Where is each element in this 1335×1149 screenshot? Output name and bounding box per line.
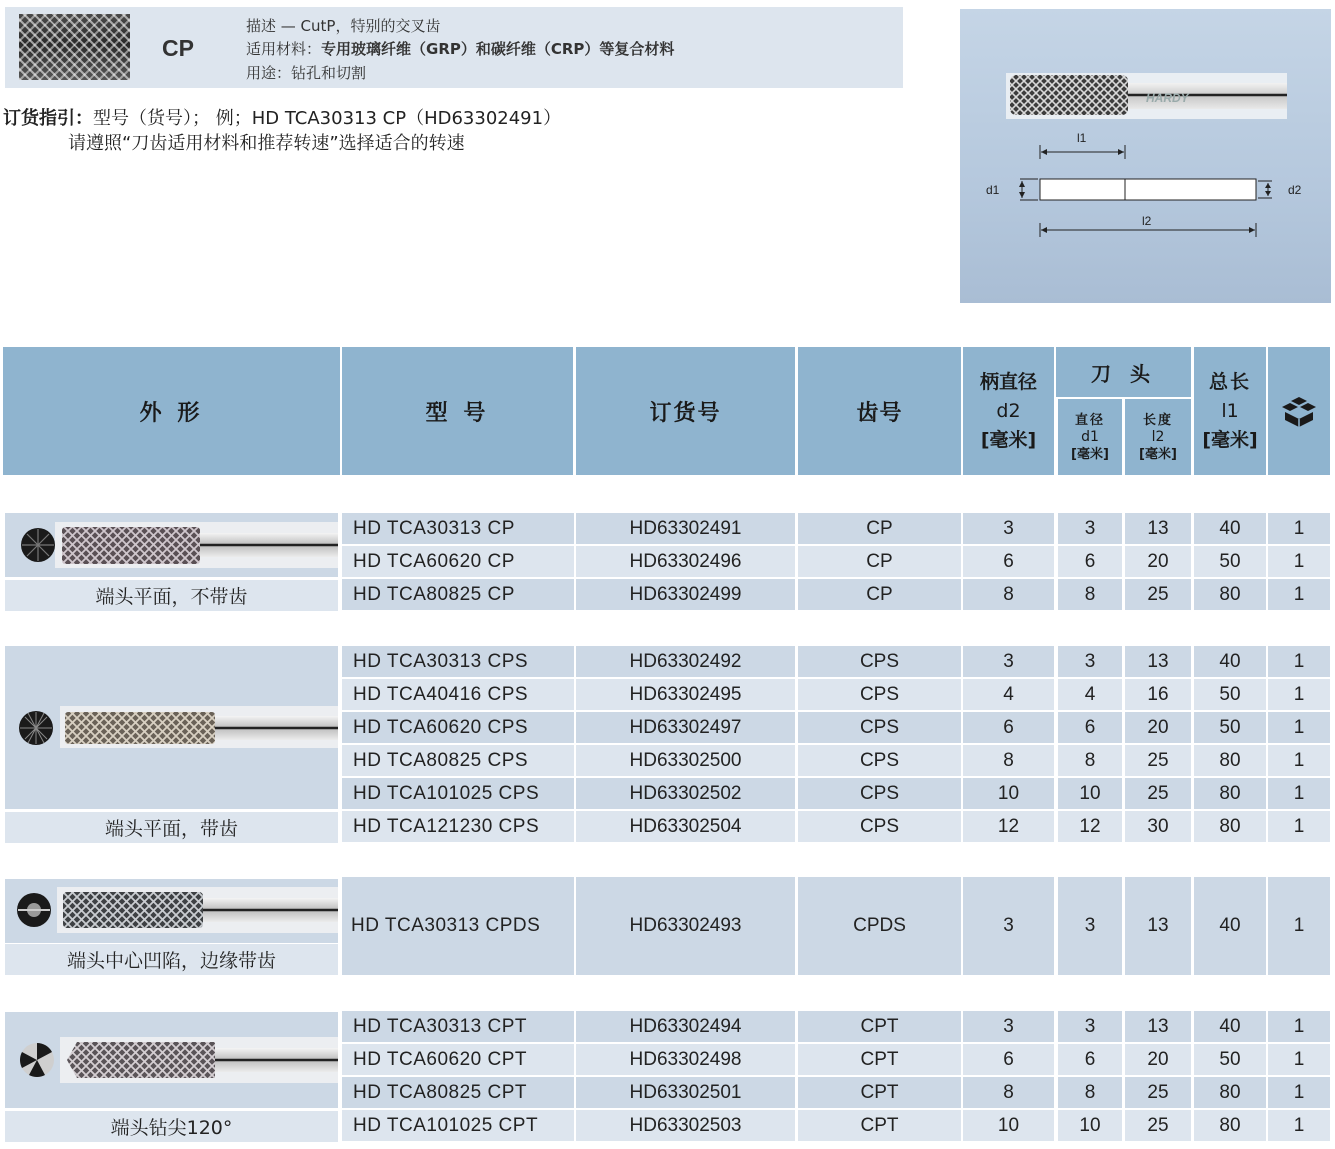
head-length-cell: 20 [1125, 546, 1191, 577]
tooth-code-cell: CPT [798, 1077, 961, 1108]
order-number-cell: HD63302502 [576, 778, 795, 809]
head-diameter-cell: 6 [1058, 1044, 1122, 1075]
shank-diameter-cell: 3 [963, 1011, 1054, 1042]
tooth-code-cell: CPS [798, 811, 961, 842]
dim-label-l2: l2 [1142, 214, 1152, 228]
order-number-cell: HD63302501 [576, 1077, 795, 1108]
header-total-length [1194, 347, 1266, 475]
head-diameter-cell: 4 [1058, 679, 1122, 710]
package-boxes-icon [1280, 393, 1318, 429]
tooth-code-cell: CPS [798, 745, 961, 776]
total-length-cell: 40 [1194, 646, 1266, 677]
header-model: 型 号 [342, 347, 573, 475]
head-length-cell: 25 [1125, 745, 1191, 776]
shank-diameter-cell: 6 [963, 712, 1054, 743]
total-length-cell: 80 [1194, 811, 1266, 842]
tooth-code-cell: CPT [798, 1044, 961, 1075]
package-qty-cell: 1 [1268, 1077, 1330, 1108]
total-length-cell: 80 [1194, 1077, 1266, 1108]
shape-caption-2: 端头平面，带齿 [5, 812, 338, 843]
tooth-code-cell: CPS [798, 712, 961, 743]
shank-diameter-cell: 8 [963, 745, 1054, 776]
shape-caption-4: 端头钻尖120° [5, 1111, 338, 1142]
product-description: 描述 — CutP，特别的交叉齿 [246, 17, 441, 35]
package-qty-cell: 1 [1268, 877, 1330, 975]
tool-image-flat-with-teeth [5, 646, 338, 809]
shank-diameter-cell: 8 [963, 1077, 1054, 1108]
header-shank-title: 柄直径 [979, 370, 1037, 393]
order-number-cell: HD63302491 [576, 513, 795, 544]
header-head-diameter-title: 直径 [1074, 412, 1105, 428]
total-length-cell: 40 [1194, 877, 1266, 975]
total-length-cell: 80 [1194, 579, 1266, 610]
order-number-cell: HD63302496 [576, 546, 795, 577]
head-diameter-cell: 6 [1058, 712, 1122, 743]
model-cell: HD TCA101025 CPT [342, 1110, 574, 1141]
dim-label-l1: l1 [1077, 131, 1087, 145]
header-head-diameter-symbol: d1 [1081, 428, 1099, 445]
shank-diameter-cell: 3 [963, 877, 1054, 975]
package-qty-cell: 1 [1268, 679, 1330, 710]
shank-diameter-cell: 4 [963, 679, 1054, 710]
model-cell: HD TCA80825 CPS [342, 745, 574, 776]
tooth-code-cell: CPS [798, 778, 961, 809]
model-cell: HD TCA30313 CPT [342, 1011, 574, 1042]
head-length-cell: 25 [1125, 579, 1191, 610]
head-diameter-cell: 12 [1058, 811, 1122, 842]
tooth-code-cell: CP [798, 546, 961, 577]
package-qty-cell: 1 [1268, 546, 1330, 577]
model-cell: HD TCA60620 CPT [342, 1044, 574, 1075]
package-qty-cell: 1 [1268, 712, 1330, 743]
materials-label: 适用材料： [246, 40, 322, 58]
tool-image-recessed-center [5, 879, 338, 943]
order-guide-text: 型号（货号）； 例；HD TCA30313 CP（HD63302491） [93, 108, 562, 129]
shape-image-box-1 [5, 513, 338, 577]
package-qty-cell: 1 [1268, 745, 1330, 776]
dim-label-d1: d1 [986, 183, 1000, 197]
order-number-cell: HD63302492 [576, 646, 795, 677]
package-qty-cell: 1 [1268, 811, 1330, 842]
model-cell: HD TCA80825 CP [342, 579, 574, 610]
shank-diameter-cell: 12 [963, 811, 1054, 842]
header-shank-unit: [毫米] [980, 428, 1037, 451]
head-diameter-cell: 8 [1058, 1077, 1122, 1108]
tool-image-drill-point [5, 1012, 338, 1108]
header-order-no: 订货号 [576, 347, 795, 475]
tooth-code-cell: CP [798, 513, 961, 544]
header-total-symbol: l1 [1221, 399, 1239, 422]
product-code: CP [162, 35, 194, 61]
shank-diameter-cell: 8 [963, 579, 1054, 610]
total-length-cell: 50 [1194, 712, 1266, 743]
head-length-cell: 20 [1125, 1044, 1191, 1075]
package-qty-cell: 1 [1268, 513, 1330, 544]
model-cell: HD TCA40416 CPS [342, 679, 574, 710]
order-guide-note: 请遵照“刀齿适用材料和推荐转速”选择适合的转速 [68, 133, 465, 154]
head-length-cell: 13 [1125, 513, 1191, 544]
model-cell: HD TCA60620 CPS [342, 712, 574, 743]
head-diameter-cell: 10 [1058, 778, 1122, 809]
shank-diameter-cell: 6 [963, 1044, 1054, 1075]
dim-label-d2: d2 [1288, 183, 1302, 197]
head-length-cell: 16 [1125, 679, 1191, 710]
tooth-code-cell: CPDS [798, 877, 961, 975]
package-qty-cell: 1 [1268, 1110, 1330, 1141]
package-qty-cell: 1 [1268, 1011, 1330, 1042]
total-length-cell: 50 [1194, 1044, 1266, 1075]
header-shank-diameter [963, 347, 1054, 475]
total-length-cell: 50 [1194, 679, 1266, 710]
shape-image-box-3 [5, 879, 338, 943]
total-length-cell: 80 [1194, 1110, 1266, 1141]
shank-diameter-cell: 3 [963, 513, 1054, 544]
order-number-cell: HD63302504 [576, 811, 795, 842]
header-shape: 外 形 [3, 347, 340, 475]
model-cell: HD TCA80825 CPT [342, 1077, 574, 1108]
order-number-cell: HD63302503 [576, 1110, 795, 1141]
package-qty-cell: 1 [1268, 646, 1330, 677]
package-qty-cell: 1 [1268, 579, 1330, 610]
tooth-code-cell: CP [798, 579, 961, 610]
header-head-length-unit: [毫米] [1139, 446, 1177, 462]
header-total-title: 总长 [1208, 370, 1251, 393]
package-qty-cell: 1 [1268, 778, 1330, 809]
package-qty-cell: 1 [1268, 1044, 1330, 1075]
total-length-cell: 40 [1194, 513, 1266, 544]
tooth-code-cell: CPS [798, 646, 961, 677]
header-tooth: 齿号 [798, 347, 961, 475]
model-cell: HD TCA121230 CPS [342, 811, 574, 842]
header-shank-symbol: d2 [996, 399, 1021, 422]
order-number-cell: HD63302498 [576, 1044, 795, 1075]
head-length-cell: 13 [1125, 877, 1191, 975]
shank-diameter-cell: 10 [963, 1110, 1054, 1141]
tooth-code-cell: CPS [798, 679, 961, 710]
shape-caption-3: 端头中心凹陷，边缘带齿 [5, 944, 338, 975]
shape-image-box-4 [5, 1012, 338, 1108]
header-head-length-title: 长度 [1142, 412, 1173, 428]
header-package [1268, 347, 1330, 475]
order-number-cell: HD63302493 [576, 877, 795, 975]
order-number-cell: HD63302494 [576, 1011, 795, 1042]
total-length-cell: 80 [1194, 745, 1266, 776]
header-total-unit: [毫米] [1202, 428, 1258, 451]
header-head-length [1125, 399, 1191, 475]
brand-watermark: HARDY [1146, 91, 1189, 105]
order-number-cell: HD63302497 [576, 712, 795, 743]
model-cell: HD TCA60620 CP [342, 546, 574, 577]
head-diameter-cell: 8 [1058, 579, 1122, 610]
model-cell: HD TCA101025 CPS [342, 778, 574, 809]
tooth-code-cell: CPT [798, 1110, 961, 1141]
header-head-diameter [1058, 399, 1122, 475]
total-length-cell: 50 [1194, 546, 1266, 577]
shape-caption-1: 端头平面，不带齿 [5, 580, 338, 611]
order-number-cell: HD63302495 [576, 679, 795, 710]
model-cell: HD TCA30313 CPDS [342, 877, 574, 975]
header-head-length-symbol: l2 [1151, 428, 1165, 445]
model-cell: HD TCA30313 CPS [342, 646, 574, 677]
head-diameter-cell: 3 [1058, 877, 1122, 975]
head-length-cell: 13 [1125, 1011, 1191, 1042]
head-diameter-cell: 3 [1058, 513, 1122, 544]
head-diameter-cell: 10 [1058, 1110, 1122, 1141]
header-head-diameter-unit: [毫米] [1071, 446, 1109, 462]
head-length-cell: 25 [1125, 1077, 1191, 1108]
order-number-cell: HD63302499 [576, 579, 795, 610]
head-diameter-cell: 3 [1058, 1011, 1122, 1042]
head-length-cell: 30 [1125, 811, 1191, 842]
head-length-cell: 25 [1125, 778, 1191, 809]
order-number-cell: HD63302500 [576, 745, 795, 776]
shank-diameter-cell: 10 [963, 778, 1054, 809]
shape-image-box-2 [5, 646, 338, 809]
head-diameter-cell: 8 [1058, 745, 1122, 776]
product-usage: 用途：钻孔和切割 [246, 64, 367, 82]
head-length-cell: 25 [1125, 1110, 1191, 1141]
tooth-code-cell: CPT [798, 1011, 961, 1042]
head-length-cell: 20 [1125, 712, 1191, 743]
total-length-cell: 80 [1194, 778, 1266, 809]
shank-diameter-cell: 6 [963, 546, 1054, 577]
header-cutter-head: 刀 头 [1056, 347, 1191, 397]
order-guide-label: 订货指引： [3, 108, 93, 129]
total-length-cell: 40 [1194, 1011, 1266, 1042]
model-cell: HD TCA30313 CP [342, 513, 574, 544]
shank-diameter-cell: 3 [963, 646, 1054, 677]
head-length-cell: 13 [1125, 646, 1191, 677]
tool-image-flat-no-teeth [5, 513, 338, 577]
head-diameter-cell: 6 [1058, 546, 1122, 577]
materials-value: 专用玻璃纤维（GRP）和碳纤维（CRP）等复合材料 [321, 40, 675, 58]
head-diameter-cell: 3 [1058, 646, 1122, 677]
